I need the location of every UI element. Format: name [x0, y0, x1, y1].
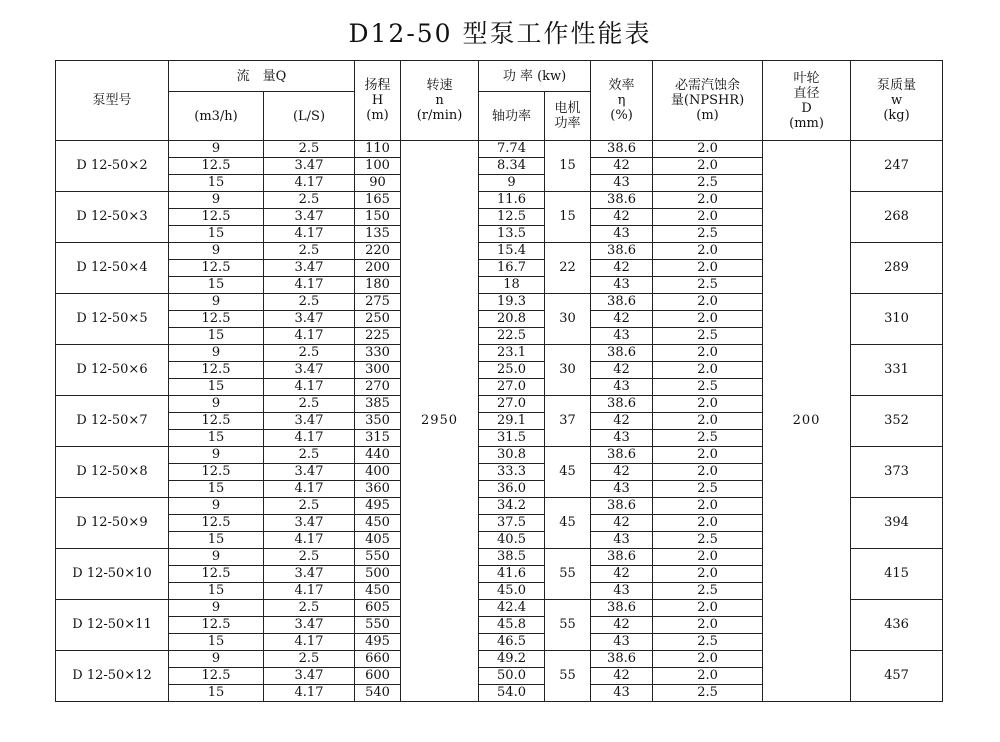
flow-m3h-cell: 12.5: [169, 158, 264, 175]
efficiency-cell: 42: [591, 668, 653, 685]
head-cell: 360: [355, 481, 401, 498]
motor-power-cell: 45: [545, 498, 591, 549]
shaft-power-cell: 29.1: [479, 413, 545, 430]
npshr-cell: 2.5: [653, 634, 763, 651]
head-cell: 385: [355, 396, 401, 413]
npshr-cell: 2.0: [653, 396, 763, 413]
head-cell: 450: [355, 583, 401, 600]
mass-cell: 457: [851, 651, 943, 702]
motor-power-cell: 37: [545, 396, 591, 447]
head-cell: 495: [355, 634, 401, 651]
mass-cell: 331: [851, 345, 943, 396]
header-flow: 流 量Q: [169, 61, 355, 92]
flow-m3h-cell: 15: [169, 226, 264, 243]
flow-m3h-cell: 15: [169, 481, 264, 498]
flow-ls-cell: 3.47: [264, 464, 355, 481]
npshr-cell: 2.5: [653, 379, 763, 396]
header-shaft-power: 轴功率: [479, 92, 545, 141]
header-model: 泵型号: [56, 61, 169, 141]
npshr-cell: 2.5: [653, 175, 763, 192]
head-cell: 90: [355, 175, 401, 192]
shaft-power-cell: 16.7: [479, 260, 545, 277]
motor-power-cell: 15: [545, 192, 591, 243]
shaft-power-cell: 15.4: [479, 243, 545, 260]
header-mass: 泵质量 w (kg): [851, 61, 943, 141]
flow-m3h-cell: 9: [169, 294, 264, 311]
shaft-power-cell: 27.0: [479, 379, 545, 396]
model-name-cell: D 12-50×6: [56, 345, 169, 396]
flow-m3h-cell: 9: [169, 651, 264, 668]
shaft-power-cell: 19.3: [479, 294, 545, 311]
flow-ls-cell: 3.47: [264, 209, 355, 226]
flow-m3h-cell: 15: [169, 328, 264, 345]
npshr-cell: 2.0: [653, 260, 763, 277]
efficiency-cell: 42: [591, 260, 653, 277]
model-name-cell: D 12-50×12: [56, 651, 169, 702]
efficiency-cell: 42: [591, 362, 653, 379]
npshr-cell: 2.0: [653, 617, 763, 634]
shaft-power-cell: 31.5: [479, 430, 545, 447]
efficiency-cell: 43: [591, 175, 653, 192]
flow-ls-cell: 2.5: [264, 192, 355, 209]
flow-ls-cell: 4.17: [264, 532, 355, 549]
header-flow-m3h: (m3/h): [169, 92, 264, 141]
efficiency-cell: 38.6: [591, 345, 653, 362]
flow-m3h-cell: 9: [169, 498, 264, 515]
header-flow-ls: (L/S): [264, 92, 355, 141]
mass-cell: 415: [851, 549, 943, 600]
flow-ls-cell: 2.5: [264, 396, 355, 413]
npshr-cell: 2.5: [653, 583, 763, 600]
flow-m3h-cell: 12.5: [169, 413, 264, 430]
npshr-cell: 2.0: [653, 243, 763, 260]
flow-ls-cell: 3.47: [264, 362, 355, 379]
motor-power-cell: 55: [545, 549, 591, 600]
npshr-cell: 2.5: [653, 277, 763, 294]
header-motor-power: 电机 功率: [545, 92, 591, 141]
flow-m3h-cell: 12.5: [169, 617, 264, 634]
efficiency-cell: 38.6: [591, 192, 653, 209]
shaft-power-cell: 9: [479, 175, 545, 192]
flow-m3h-cell: 12.5: [169, 515, 264, 532]
flow-m3h-cell: 12.5: [169, 362, 264, 379]
head-cell: 270: [355, 379, 401, 396]
flow-m3h-cell: 15: [169, 379, 264, 396]
efficiency-cell: 43: [591, 634, 653, 651]
flow-m3h-cell: 15: [169, 685, 264, 702]
flow-m3h-cell: 12.5: [169, 566, 264, 583]
model-name-cell: D 12-50×9: [56, 498, 169, 549]
shaft-power-cell: 12.5: [479, 209, 545, 226]
flow-m3h-cell: 9: [169, 192, 264, 209]
flow-ls-cell: 2.5: [264, 243, 355, 260]
flow-m3h-cell: 12.5: [169, 668, 264, 685]
efficiency-cell: 43: [591, 532, 653, 549]
shaft-power-cell: 46.5: [479, 634, 545, 651]
performance-table: [55, 60, 943, 702]
header-impeller: 叶轮 直径 D (mm): [763, 61, 851, 141]
shaft-power-cell: 25.0: [479, 362, 545, 379]
npshr-cell: 2.0: [653, 498, 763, 515]
shaft-power-cell: 33.3: [479, 464, 545, 481]
npshr-cell: 2.0: [653, 668, 763, 685]
head-cell: 220: [355, 243, 401, 260]
npshr-cell: 2.0: [653, 447, 763, 464]
flow-m3h-cell: 12.5: [169, 464, 264, 481]
head-cell: 450: [355, 515, 401, 532]
shaft-power-cell: 22.5: [479, 328, 545, 345]
shaft-power-cell: 20.8: [479, 311, 545, 328]
npshr-cell: 2.0: [653, 413, 763, 430]
table-body: [56, 141, 943, 702]
head-cell: 440: [355, 447, 401, 464]
mass-cell: 436: [851, 600, 943, 651]
shaft-power-cell: 8.34: [479, 158, 545, 175]
flow-m3h-cell: 15: [169, 277, 264, 294]
header-efficiency: 效率 η (%): [591, 61, 653, 141]
npshr-cell: 2.0: [653, 600, 763, 617]
efficiency-cell: 42: [591, 311, 653, 328]
flow-m3h-cell: 15: [169, 175, 264, 192]
flow-ls-cell: 4.17: [264, 634, 355, 651]
impeller-cell: 200: [763, 141, 851, 702]
head-cell: 350: [355, 413, 401, 430]
flow-ls-cell: 4.17: [264, 430, 355, 447]
shaft-power-cell: 7.74: [479, 141, 545, 158]
header-head: 扬程 H (m): [355, 61, 401, 141]
motor-power-cell: 45: [545, 447, 591, 498]
flow-ls-cell: 3.47: [264, 617, 355, 634]
npshr-cell: 2.0: [653, 345, 763, 362]
motor-power-cell: 55: [545, 600, 591, 651]
mass-cell: 268: [851, 192, 943, 243]
shaft-power-cell: 45.8: [479, 617, 545, 634]
shaft-power-cell: 41.6: [479, 566, 545, 583]
flow-m3h-cell: 15: [169, 532, 264, 549]
efficiency-cell: 38.6: [591, 549, 653, 566]
shaft-power-cell: 54.0: [479, 685, 545, 702]
efficiency-cell: 42: [591, 209, 653, 226]
head-cell: 550: [355, 549, 401, 566]
npshr-cell: 2.0: [653, 651, 763, 668]
flow-m3h-cell: 15: [169, 430, 264, 447]
efficiency-cell: 42: [591, 158, 653, 175]
flow-m3h-cell: 12.5: [169, 311, 264, 328]
mass-cell: 373: [851, 447, 943, 498]
flow-ls-cell: 4.17: [264, 685, 355, 702]
head-cell: 330: [355, 345, 401, 362]
shaft-power-cell: 45.0: [479, 583, 545, 600]
npshr-cell: 2.0: [653, 209, 763, 226]
flow-ls-cell: 3.47: [264, 413, 355, 430]
shaft-power-cell: 34.2: [479, 498, 545, 515]
npshr-cell: 2.0: [653, 294, 763, 311]
flow-m3h-cell: 15: [169, 634, 264, 651]
npshr-cell: 2.0: [653, 141, 763, 158]
head-cell: 660: [355, 651, 401, 668]
model-name-cell: D 12-50×3: [56, 192, 169, 243]
efficiency-cell: 42: [591, 464, 653, 481]
mass-cell: 289: [851, 243, 943, 294]
model-name-cell: D 12-50×4: [56, 243, 169, 294]
flow-ls-cell: 4.17: [264, 175, 355, 192]
efficiency-cell: 38.6: [591, 651, 653, 668]
mass-cell: 310: [851, 294, 943, 345]
shaft-power-cell: 27.0: [479, 396, 545, 413]
flow-m3h-cell: 12.5: [169, 209, 264, 226]
motor-power-cell: 30: [545, 294, 591, 345]
motor-power-cell: 15: [545, 141, 591, 192]
efficiency-cell: 38.6: [591, 141, 653, 158]
flow-ls-cell: 3.47: [264, 668, 355, 685]
flow-ls-cell: 4.17: [264, 277, 355, 294]
head-cell: 180: [355, 277, 401, 294]
npshr-cell: 2.0: [653, 566, 763, 583]
flow-m3h-cell: 9: [169, 600, 264, 617]
mass-cell: 394: [851, 498, 943, 549]
head-cell: 540: [355, 685, 401, 702]
head-cell: 135: [355, 226, 401, 243]
efficiency-cell: 42: [591, 515, 653, 532]
efficiency-cell: 43: [591, 328, 653, 345]
efficiency-cell: 43: [591, 226, 653, 243]
flow-ls-cell: 4.17: [264, 481, 355, 498]
head-cell: 100: [355, 158, 401, 175]
efficiency-cell: 42: [591, 413, 653, 430]
npshr-cell: 2.0: [653, 464, 763, 481]
table-row: [56, 141, 943, 158]
flow-ls-cell: 3.47: [264, 566, 355, 583]
head-cell: 405: [355, 532, 401, 549]
flow-m3h-cell: 9: [169, 396, 264, 413]
efficiency-cell: 42: [591, 566, 653, 583]
header-power: 功 率 (kw): [479, 61, 591, 92]
efficiency-cell: 38.6: [591, 294, 653, 311]
header-npshr: 必需汽蚀余 量(NPSHR) (m): [653, 61, 763, 141]
flow-ls-cell: 2.5: [264, 294, 355, 311]
shaft-power-cell: 37.5: [479, 515, 545, 532]
shaft-power-cell: 11.6: [479, 192, 545, 209]
head-cell: 495: [355, 498, 401, 515]
npshr-cell: 2.5: [653, 685, 763, 702]
efficiency-cell: 38.6: [591, 498, 653, 515]
head-cell: 250: [355, 311, 401, 328]
efficiency-cell: 43: [591, 685, 653, 702]
head-cell: 600: [355, 668, 401, 685]
flow-ls-cell: 3.47: [264, 311, 355, 328]
flow-m3h-cell: 12.5: [169, 260, 264, 277]
efficiency-cell: 43: [591, 481, 653, 498]
flow-ls-cell: 4.17: [264, 226, 355, 243]
mass-cell: 247: [851, 141, 943, 192]
npshr-cell: 2.5: [653, 430, 763, 447]
flow-ls-cell: 4.17: [264, 583, 355, 600]
flow-m3h-cell: 9: [169, 141, 264, 158]
head-cell: 315: [355, 430, 401, 447]
shaft-power-cell: 50.0: [479, 668, 545, 685]
efficiency-cell: 43: [591, 430, 653, 447]
flow-ls-cell: 2.5: [264, 651, 355, 668]
npshr-cell: 2.0: [653, 549, 763, 566]
efficiency-cell: 38.6: [591, 396, 653, 413]
model-name-cell: D 12-50×2: [56, 141, 169, 192]
flow-m3h-cell: 9: [169, 447, 264, 464]
model-name-cell: D 12-50×8: [56, 447, 169, 498]
efficiency-cell: 42: [591, 617, 653, 634]
npshr-cell: 2.5: [653, 226, 763, 243]
model-name-cell: D 12-50×5: [56, 294, 169, 345]
flow-ls-cell: 3.47: [264, 515, 355, 532]
model-name-cell: D 12-50×7: [56, 396, 169, 447]
flow-ls-cell: 2.5: [264, 498, 355, 515]
npshr-cell: 2.0: [653, 158, 763, 175]
head-cell: 550: [355, 617, 401, 634]
shaft-power-cell: 18: [479, 277, 545, 294]
flow-m3h-cell: 9: [169, 345, 264, 362]
flow-ls-cell: 3.47: [264, 260, 355, 277]
efficiency-cell: 43: [591, 379, 653, 396]
npshr-cell: 2.0: [653, 362, 763, 379]
shaft-power-cell: 36.0: [479, 481, 545, 498]
efficiency-cell: 38.6: [591, 447, 653, 464]
model-name-cell: D 12-50×11: [56, 600, 169, 651]
head-cell: 150: [355, 209, 401, 226]
efficiency-cell: 43: [591, 583, 653, 600]
npshr-cell: 2.5: [653, 532, 763, 549]
npshr-cell: 2.0: [653, 192, 763, 209]
mass-cell: 352: [851, 396, 943, 447]
header-speed: 转速 n (r/min): [401, 61, 479, 141]
flow-m3h-cell: 9: [169, 243, 264, 260]
head-cell: 275: [355, 294, 401, 311]
flow-ls-cell: 2.5: [264, 549, 355, 566]
flow-ls-cell: 2.5: [264, 141, 355, 158]
flow-ls-cell: 2.5: [264, 600, 355, 617]
head-cell: 200: [355, 260, 401, 277]
head-cell: 400: [355, 464, 401, 481]
flow-ls-cell: 3.47: [264, 158, 355, 175]
motor-power-cell: 55: [545, 651, 591, 702]
shaft-power-cell: 30.8: [479, 447, 545, 464]
flow-m3h-cell: 9: [169, 549, 264, 566]
shaft-power-cell: 40.5: [479, 532, 545, 549]
motor-power-cell: 22: [545, 243, 591, 294]
page-title: D12-50 型泵工作性能表: [348, 19, 652, 48]
efficiency-cell: 43: [591, 277, 653, 294]
model-name-cell: D 12-50×10: [56, 549, 169, 600]
head-cell: 225: [355, 328, 401, 345]
head-cell: 300: [355, 362, 401, 379]
npshr-cell: 2.0: [653, 311, 763, 328]
efficiency-cell: 38.6: [591, 243, 653, 260]
head-cell: 605: [355, 600, 401, 617]
shaft-power-cell: 49.2: [479, 651, 545, 668]
efficiency-cell: 38.6: [591, 600, 653, 617]
npshr-cell: 2.5: [653, 481, 763, 498]
speed-cell: 2950: [401, 141, 479, 702]
shaft-power-cell: 38.5: [479, 549, 545, 566]
head-cell: 110: [355, 141, 401, 158]
head-cell: 500: [355, 566, 401, 583]
npshr-cell: 2.0: [653, 515, 763, 532]
motor-power-cell: 30: [545, 345, 591, 396]
flow-ls-cell: 2.5: [264, 345, 355, 362]
shaft-power-cell: 23.1: [479, 345, 545, 362]
npshr-cell: 2.5: [653, 328, 763, 345]
flow-m3h-cell: 15: [169, 583, 264, 600]
shaft-power-cell: 42.4: [479, 600, 545, 617]
flow-ls-cell: 4.17: [264, 379, 355, 396]
flow-ls-cell: 2.5: [264, 447, 355, 464]
flow-ls-cell: 4.17: [264, 328, 355, 345]
head-cell: 165: [355, 192, 401, 209]
shaft-power-cell: 13.5: [479, 226, 545, 243]
